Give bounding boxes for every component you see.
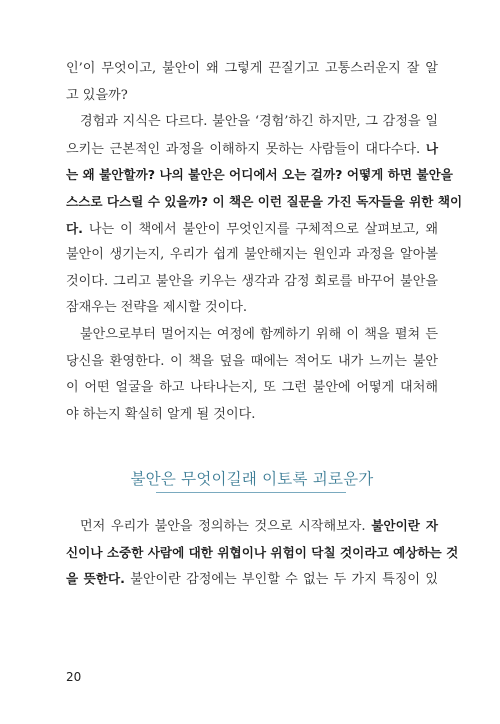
text-line xyxy=(66,513,438,540)
body-text-bottom xyxy=(66,513,459,593)
text-line xyxy=(66,375,438,402)
text-segment: 인’이 무엇이고, 불안이 왜 그렇게 끈질기고 고통스러운지 잘 알 xyxy=(66,61,438,76)
text-line xyxy=(66,540,459,567)
text-segment: 고 있을까? xyxy=(66,87,128,103)
page-number: 20 xyxy=(66,670,82,684)
text-segment: 나는 이 책에서 불안이 무엇인지를 구체적으로 살펴보고, 왜 xyxy=(82,221,438,237)
bold-text-segment: 불안이란 자 xyxy=(371,518,439,533)
text-segment: 불안이 생기는지, 우리가 쉽게 불안해지는 원인과 과정을 알아볼 xyxy=(66,247,438,263)
text-line xyxy=(66,402,438,429)
text-line xyxy=(66,189,463,216)
text-segment: 당신을 환영한다. 이 책을 덮을 때에는 적어도 내가 느끼는 불안 xyxy=(66,353,438,369)
text-line xyxy=(66,162,453,189)
text-segment: 이 어떤 얼굴을 하고 나타나는지, 또 그런 불안에 어떻게 대처해 xyxy=(66,380,438,396)
bold-text-segment: 을 뜻한다. xyxy=(66,571,125,587)
text-segment: 야 하는지 확실히 알게 될 것이다. xyxy=(66,406,256,422)
section-title: 불안은 무엇이길래 이토록 괴로운가 xyxy=(130,470,374,488)
text-line xyxy=(66,216,438,243)
text-segment: 잠재우는 전략을 제시할 것이다. xyxy=(66,300,248,316)
text-segment: 으키는 근본적인 과정을 이해하지 못하는 사람들이 대다수다. xyxy=(66,141,426,157)
text-line xyxy=(66,242,438,269)
bold-text-segment: 나 xyxy=(425,140,438,156)
bold-text-segment: 스스로 다스릴 수 있을까? 이 책은 이런 질문을 가진 독자들을 위한 책이 xyxy=(66,193,463,209)
text-segment: 것이다. 그리고 불안을 키우는 생각과 감정 회로를 바꾸어 불안을 xyxy=(66,273,438,289)
text-line xyxy=(66,269,438,296)
text-line xyxy=(66,83,438,110)
bold-text-segment: 다. xyxy=(66,220,83,236)
text-line xyxy=(66,109,438,136)
text-line xyxy=(66,349,438,376)
text-line xyxy=(66,566,438,593)
text-segment: 불안이란 감정에는 부인할 수 없는 두 가지 특징이 있 xyxy=(124,572,438,588)
text-segment: 불안으로부터 멀어지는 여정에 함께하기 위해 이 책을 펼쳐 든 xyxy=(80,326,438,342)
text-line xyxy=(66,295,438,322)
bold-text-segment: 신이나 소중한 사람에 대한 위협이나 위험이 닥칠 것이라고 예상하는 것 xyxy=(66,544,459,560)
text-segment: 경험과 지식은 다르다. 불안을 ‘경험’하긴 하지만, 그 감정을 일 xyxy=(80,114,438,130)
text-segment: 먼저 우리가 불안을 정의하는 것으로 시작해보자. xyxy=(80,519,372,534)
text-line xyxy=(66,136,438,163)
text-line xyxy=(66,322,438,349)
section-title-underline xyxy=(156,492,346,493)
bold-text-segment: 는 왜 불안할까? 나의 불안은 어디에서 오는 걸까? 어떻게 하면 불안을 xyxy=(66,167,453,183)
body-text-top xyxy=(66,56,463,428)
text-line xyxy=(66,56,438,83)
